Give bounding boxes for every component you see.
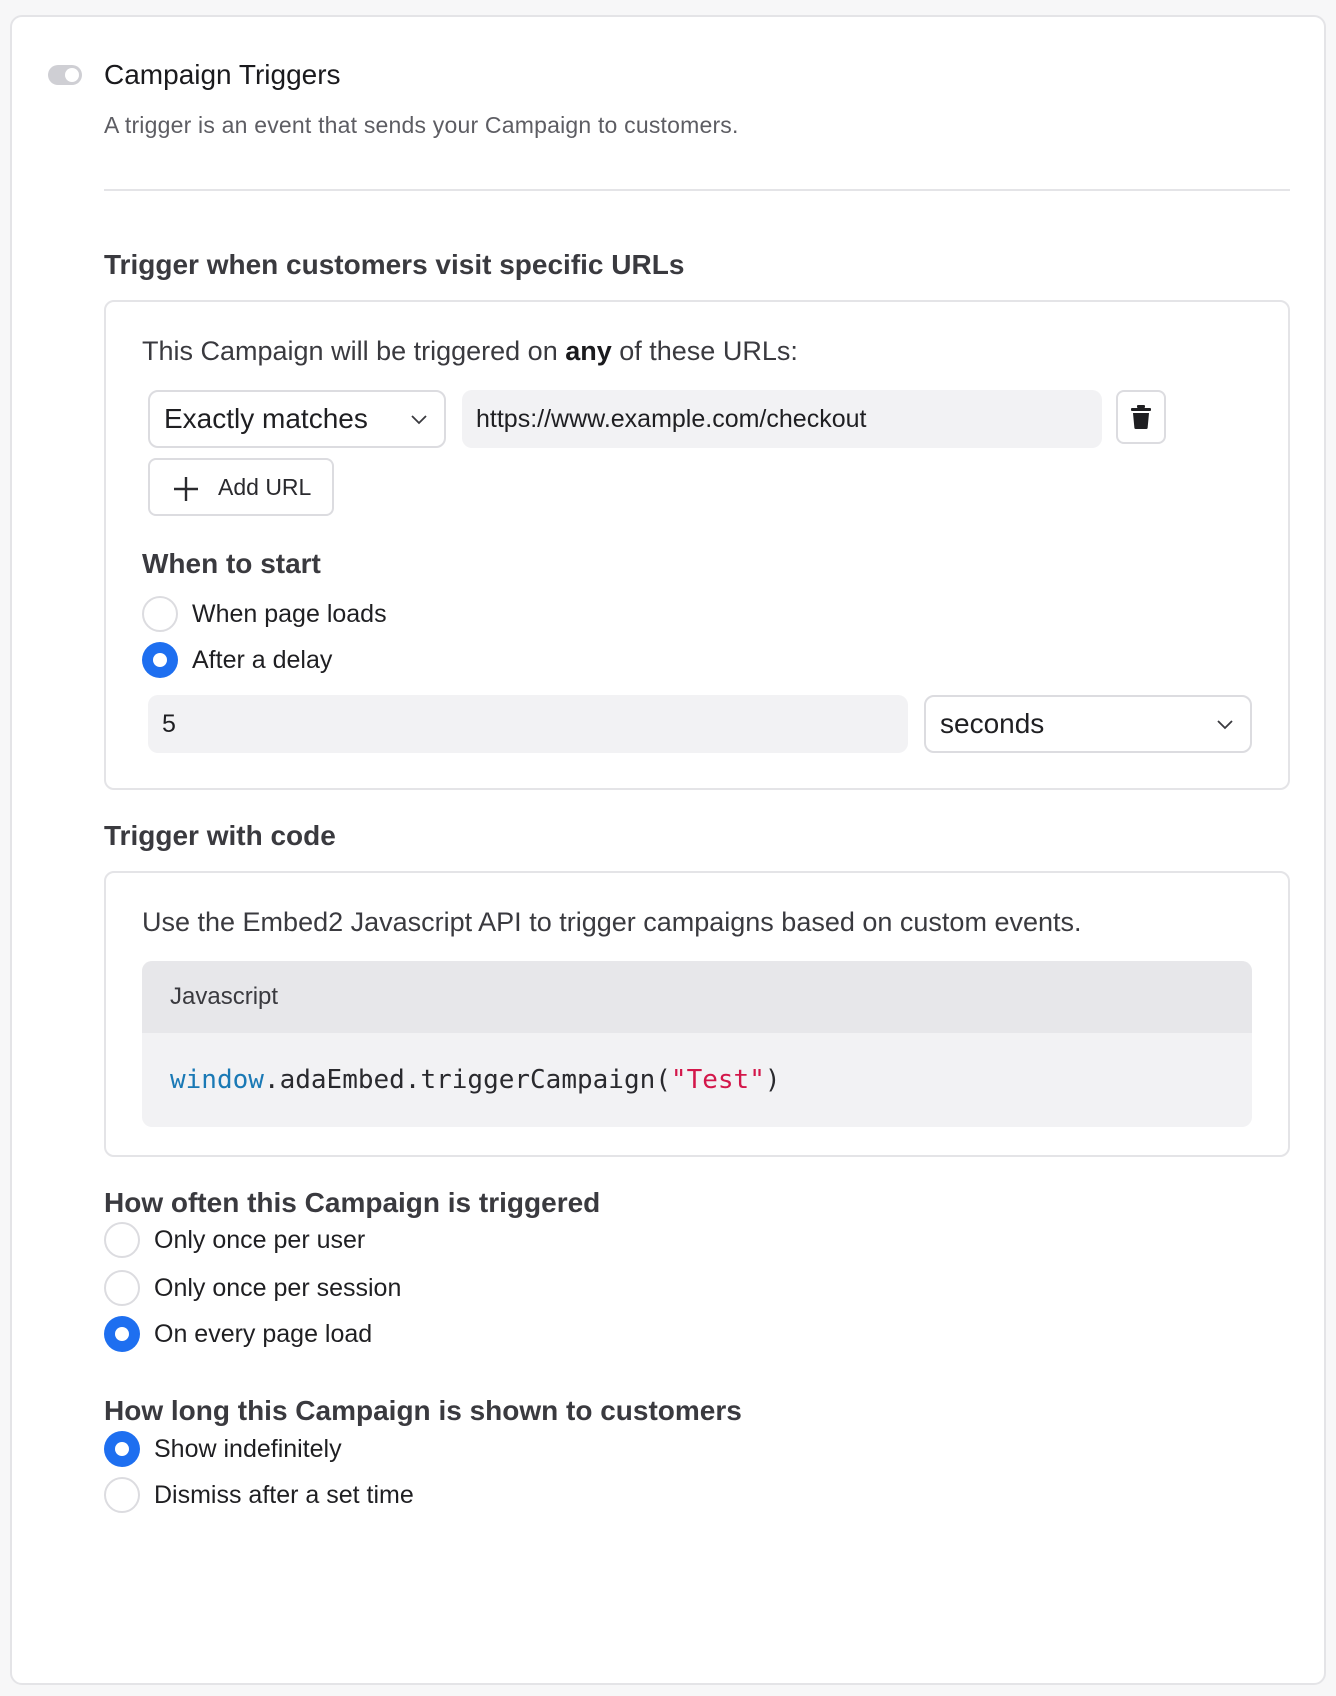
radio-label: After a delay xyxy=(192,645,333,674)
frequency-heading: How often this Campaign is triggered xyxy=(104,1187,601,1218)
radio-once-per-user[interactable] xyxy=(104,1222,365,1258)
chevron-down-icon xyxy=(1216,715,1234,733)
when-to-start-heading: When to start xyxy=(142,548,321,579)
delay-value-input[interactable] xyxy=(148,695,908,753)
radio-indicator xyxy=(142,596,178,632)
radio-label: When page loads xyxy=(192,599,387,628)
url-input[interactable] xyxy=(462,390,1102,448)
radio-once-per-session[interactable] xyxy=(104,1270,401,1306)
radio-label: Only once per user xyxy=(154,1225,366,1254)
delete-url-button[interactable] xyxy=(1116,390,1166,444)
delay-unit-select[interactable] xyxy=(924,695,1252,753)
radio-indicator-selected xyxy=(142,642,178,678)
radio-label: On every page load xyxy=(154,1319,373,1348)
page-title: Campaign Triggers xyxy=(104,59,341,90)
radio-label: Show indefinitely xyxy=(154,1434,342,1463)
match-type-value: Exactly matches xyxy=(164,403,368,434)
radio-show-indefinitely[interactable] xyxy=(104,1431,342,1467)
page-subtitle: A trigger is an event that sends your Campaign to customers. xyxy=(104,112,739,138)
delay-value: 5 xyxy=(162,709,176,738)
code-trigger-panel xyxy=(104,871,1290,1157)
radio-indicator-selected xyxy=(104,1431,140,1467)
url-input-value: https://www.example.com/checkout xyxy=(476,404,867,433)
radio-every-page-load[interactable] xyxy=(104,1316,372,1352)
radio-when-page-loads[interactable] xyxy=(142,596,387,632)
url-intro-emphasis: any xyxy=(565,336,612,366)
url-intro-text: This Campaign will be triggered on any of these URLs: xyxy=(142,336,798,366)
toggle-knob xyxy=(65,68,79,82)
radio-indicator-selected xyxy=(104,1316,140,1352)
url-section-heading: Trigger when customers visit specific URLs xyxy=(104,249,685,280)
trash-icon xyxy=(1130,404,1152,430)
plus-icon xyxy=(172,475,200,503)
delay-unit-value: seconds xyxy=(940,708,1045,739)
radio-label: Only once per session xyxy=(154,1273,402,1302)
code-block xyxy=(142,961,1252,1127)
code-language-label: Javascript xyxy=(142,961,1252,1033)
url-trigger-panel xyxy=(104,300,1290,790)
divider xyxy=(104,189,1290,191)
radio-after-a-delay[interactable] xyxy=(142,642,332,678)
radio-indicator xyxy=(104,1477,140,1513)
add-url-label: Add URL xyxy=(218,473,312,500)
radio-indicator xyxy=(104,1270,140,1306)
chevron-down-icon xyxy=(410,410,428,428)
duration-heading: How long this Campaign is shown to customers xyxy=(104,1395,742,1426)
campaign-triggers-card xyxy=(10,15,1326,1685)
code-snippet: window.adaEmbed.triggerCampaign("Test") xyxy=(170,1065,781,1095)
add-url-button[interactable] xyxy=(148,458,334,516)
radio-indicator xyxy=(104,1222,140,1258)
radio-label: Dismiss after a set time xyxy=(154,1480,414,1509)
code-description: Use the Embed2 Javascript API to trigger campaigns based on custom events. xyxy=(142,907,1082,937)
radio-dismiss-after-time[interactable] xyxy=(104,1477,414,1513)
code-section-heading: Trigger with code xyxy=(104,820,336,851)
campaign-triggers-toggle[interactable] xyxy=(48,65,82,85)
match-type-select[interactable] xyxy=(148,390,446,448)
